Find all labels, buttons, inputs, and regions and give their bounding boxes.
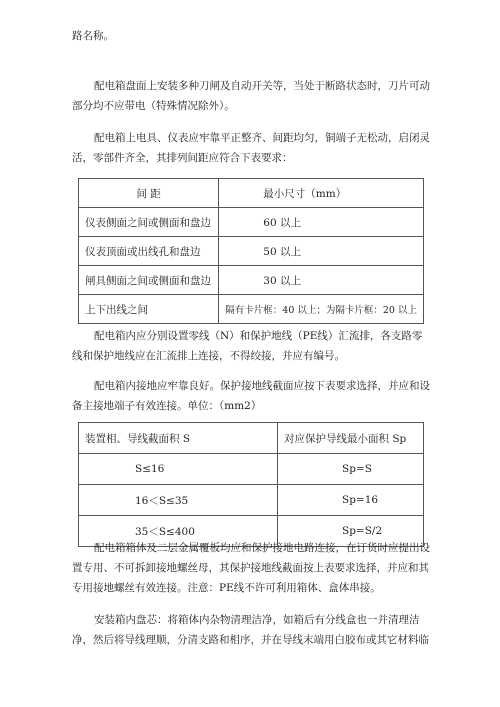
- table-cell: 60 以上: [219, 208, 424, 237]
- table-row: [79, 266, 424, 295]
- paragraph-enclosure-grounding: 配电箱箱体及二层金属覆板均应和保护接地电路连接，在订货时应提出设置专用、不可拆卸接地螺丝母，其保护接地线截面按上表要求选择，并应和其专用接地螺丝有效连接。注意：PE线不许可利用箱体、盒体串接。: [72, 542, 430, 594]
- paragraph-install-core: 安装箱内盘芯：将箱体内杂物清理洁净，如箱后有分线盒也一并清理洁净，然后将导线理顺，分清支路和相序，并在导线末端用白胶布或其它材料临: [72, 614, 429, 646]
- table-cell: 16＜S≤35: [79, 485, 278, 516]
- spacing-table: [78, 178, 424, 324]
- table-header-row: [79, 423, 424, 454]
- table-cell: 仪表侧面之间或侧面和盘边: [79, 208, 219, 237]
- table-cell: S≤16: [79, 454, 278, 485]
- table-header-row: [79, 179, 424, 208]
- paragraph-switch-safety: 配电箱盘面上安装多种刀闸及自动开关等，当处于断路状态时，刀片可动部分均不应带电（特殊情况除外）。: [72, 80, 430, 112]
- table-cell: 35＜S≤400: [79, 516, 278, 547]
- table-cell: 上下出线之间: [79, 295, 219, 324]
- table-cell: 仪表顶面或出线孔和盘边: [79, 237, 219, 266]
- table-cell: 闸具侧面之间或侧面和盘边: [79, 266, 219, 295]
- table-header-cell: 装置相、导线截面积 S: [79, 423, 278, 454]
- table-cell: Sp=S: [278, 454, 424, 485]
- table-row: [79, 208, 424, 237]
- table-header-cell: 对应保护导线最小面积 Sp: [278, 423, 424, 454]
- table-row: [79, 237, 424, 266]
- table-header-cell: 最小尺寸（mm）: [219, 179, 424, 208]
- grounding-table: [78, 422, 424, 547]
- table-cell: 30 以上: [219, 266, 424, 295]
- table-row: [79, 485, 424, 516]
- table-cell: Sp=S/2: [278, 516, 424, 547]
- table-cell: 隔有卡片框：40 以上；为隔卡片框：20 以上: [219, 295, 424, 324]
- paragraph-busbar: 配电箱内应分别设置零线（N）和保护地线（PE线）汇流排，各支路零线和保护地线应在汇流排上连接，不得绞接，并应有编号。: [72, 330, 423, 362]
- table-cell: 50 以上: [219, 237, 424, 266]
- paragraph-continuation: 路名称。: [72, 30, 114, 42]
- table-row: [79, 295, 424, 324]
- table-row: [79, 454, 424, 485]
- paragraph-grounding: 配电箱内接地应牢靠良好。保护接地线截面应按下表要求选择，并应和设备主接地端子有效连接。单位：（mm2）: [72, 380, 430, 412]
- table-cell: Sp=16: [278, 485, 424, 516]
- paragraph-instrument-layout: 配电箱上电具、仪表应牢靠平正整齐、间距均匀，铜端子无松动，启闭灵活，零部件齐全，其排列间距应符合下表要求：: [72, 132, 430, 164]
- table-header-cell: 间 距: [79, 179, 219, 208]
